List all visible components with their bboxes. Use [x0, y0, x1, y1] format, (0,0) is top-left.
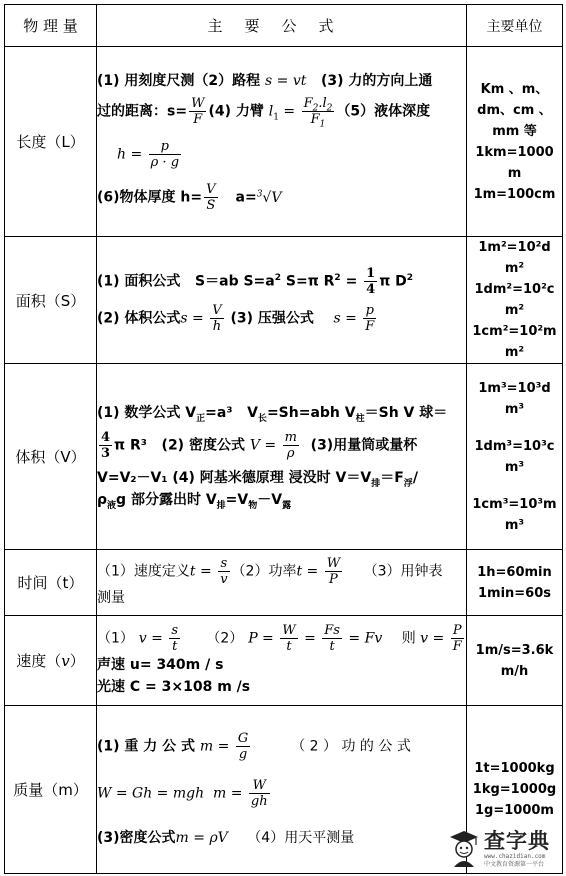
row-speed: [5, 616, 563, 706]
header-quantity: 物 理 量: [5, 5, 97, 47]
row-time: [5, 550, 563, 616]
watermark-text: [484, 829, 550, 869]
watermark-logo: [448, 826, 560, 872]
header-unit: 主要单位: [467, 5, 563, 47]
unit-length: Km 、m、 dm、cm 、 mm 等 1km=1000 m 1m=100cm: [467, 47, 563, 237]
formula-volume: (1) 数学公式 $V_正=a^3$ $V_长=Sh=abh$ $V_柱=Sh$ V 球＝ $\frac{4}{3}$ π R³ (2) 密度公式 V = $\frac{m}{\rho}$ (3)用量筒或量杯 V=V₂－V₁ (4) 阿基米德原理 浸没时 $V=V_排=F_浮/$ $\rho_液g$ 部分露出时 $V_排=V_物-V_露$: [97, 364, 467, 550]
quantity-speed: 速度（v）: [5, 616, 97, 706]
formula-table: [4, 4, 563, 874]
watermark-slogan: 中文教育资源第一平台: [484, 861, 545, 868]
watermark-name: 查字典: [484, 829, 550, 853]
header-row: [5, 5, 563, 47]
row-area: [5, 237, 563, 364]
header-formula: 主要公式: [97, 5, 467, 47]
formula-time: （1）速度定义t = $\frac{s}{v}$ （2）功率t = $\frac{W}{P}$ （3）用钟表 测量: [97, 550, 467, 616]
quantity-length: 长度（L）: [5, 47, 97, 237]
unit-volume: 1m³=10³d m³ 1dm³=10³c m³ 1cm³=10³m m³: [467, 364, 563, 550]
row-volume: [5, 364, 563, 550]
graduate-mascot-icon: [448, 829, 480, 869]
unit-speed: 1m/s=3.6k m/h: [467, 616, 563, 706]
quantity-mass: 质量（m）: [5, 706, 97, 874]
formula-length: (1) 用刻度尺测（2）路程 s = vt (3) 力的方向上通 过的距离：s= $\frac{W}{F}$ (4) 力臂 $l_1$ = $\frac{F_2.l_2}{F_1}$ （5）液体深度 h = $\frac{p}{\rho \cdot g}$ (6)物体厚度 h= $\frac{V}{S}$ a=$^3$√V: [97, 47, 467, 237]
unit-mass: 1t=1000kg 1kg=1000g 1g=1000m: [467, 706, 563, 874]
quantity-volume: 体积（V）: [5, 364, 97, 550]
formula-mass: (1) 重 力 公 式 m = $\frac{G}{g}$ （ 2 ） 功 的 公 式 W = Gh = mgh m = $\frac{W}{gh}$ (3)密度公式m = ρV （4）用天平测量: [97, 706, 467, 874]
watermark-url: www.chazidian.com: [484, 853, 546, 860]
formula-speed: （1） v = $\frac{s}{t}$ （2） P = $\frac{W}{t}$ = $\frac{Fs}{t}$ = Fv 则 v = $\frac{P}{F}$ 声速 u= 340m / s 光速 C = 3×108 m /s: [97, 616, 467, 706]
unit-area: 1m²=10²d m² 1dm²=10²c m² 1cm²=10²m m²: [467, 237, 563, 364]
unit-time: 1h=60min 1min=60s: [467, 550, 563, 616]
quantity-area: 面积（S）: [5, 237, 97, 364]
formula-area: (1) 面积公式 S＝ab $S=a^2$ S=π $R^2$ = $\frac{1}{4}$ π $D^2$ (2) 体积公式s = $\frac{V}{h}$ (3) 压强公式 s = $\frac{p}{F}$: [97, 237, 467, 364]
quantity-time: 时间（t）: [5, 550, 97, 616]
row-length: [5, 47, 563, 237]
